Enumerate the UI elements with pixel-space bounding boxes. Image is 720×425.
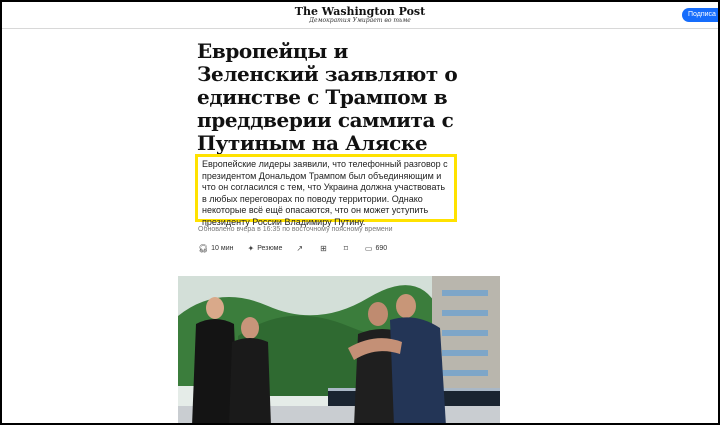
- article-page: [2, 2, 718, 423]
- summary-label: Резюме: [257, 244, 283, 252]
- summary-button[interactable]: [247, 244, 282, 253]
- bookmark-button[interactable]: [344, 244, 351, 253]
- gift-icon: ⊞: [320, 243, 327, 253]
- update-timestamp: Обновлено вчера в 16:35 по восточному поясному времени: [198, 226, 393, 233]
- article-actions: [198, 242, 401, 254]
- article-headline: Европейцы и Зеленский заявляют о единстве с Трампом в преддверии саммита с Путиным на Аляске: [197, 39, 458, 155]
- site-tagline: Демократия Умирает во тьме: [309, 17, 411, 24]
- share-icon: ↗: [296, 243, 304, 253]
- headphones-icon: 🎧︎: [198, 243, 209, 253]
- article-photo: [178, 276, 500, 423]
- gift-button[interactable]: [320, 244, 330, 253]
- listen-duration: 10 мин: [211, 244, 234, 252]
- comments-count: 690: [375, 244, 388, 252]
- comments-button[interactable]: [365, 244, 387, 253]
- comment-icon: ▭: [364, 243, 373, 253]
- summary-icon: ✦: [247, 243, 255, 253]
- bookmark-icon: ⌑: [343, 243, 348, 253]
- subscribe-button[interactable]: Подписа: [682, 8, 718, 22]
- photo-illustration: [178, 276, 500, 423]
- top-bar: [2, 2, 718, 29]
- site-logo[interactable]: The Washington Post: [294, 5, 426, 18]
- listen-button[interactable]: [198, 244, 233, 253]
- article-dek-highlighted: Европейские лидеры заявили, что телефонный разговор с президентом Дональдом Трампом был объединяющим и что он согласился с тем, что Украина должна участвовать в любых переговорах по поводу территории. Однако некоторые всё ещё опасаются, что он может уступить президенту России Владимиру Путину.: [195, 154, 457, 222]
- share-button[interactable]: [296, 244, 306, 253]
